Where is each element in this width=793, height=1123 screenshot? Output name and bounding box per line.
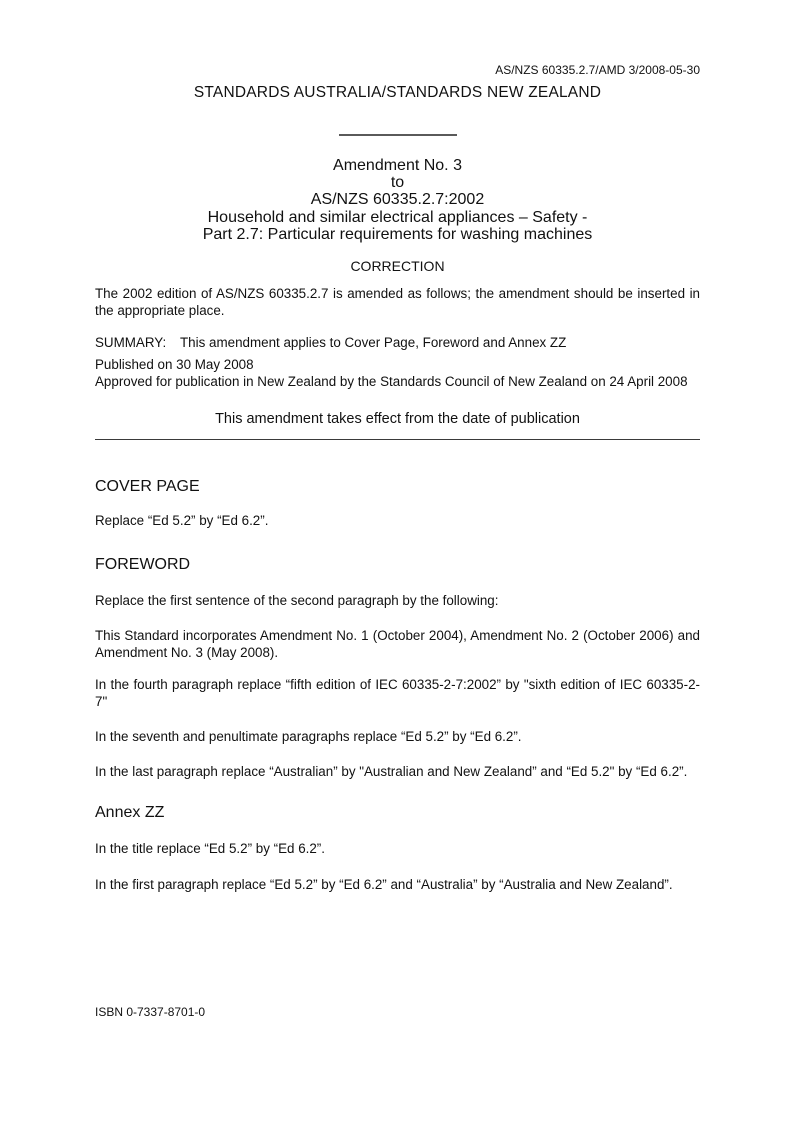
title-line-to: to [390, 174, 405, 192]
paragraph: This Standard incorporates Amendment No. 1 (October 2004), Amendment No. 2 (October 2006) and Amendment No. 3 (May 2008). [95, 628, 700, 661]
correction-heading: CORRECTION [350, 258, 445, 275]
full-width-divider [95, 439, 700, 440]
section-heading-annex-zz: Annex ZZ [95, 804, 165, 822]
organization-heading: STANDARDS AUSTRALIA/STANDARDS NEW ZEALAND [193, 84, 602, 101]
effect-notice: This amendment takes effect from the date of publication [215, 411, 580, 428]
section-heading-cover-page: COVER PAGE [95, 478, 200, 496]
amendment-title-block [95, 157, 700, 243]
paragraph: Replace “Ed 5.2” by “Ed 6.2”. [95, 513, 269, 529]
title-line-standard-number: AS/NZS 60335.2.7:2002 [310, 191, 485, 209]
document-reference: AS/NZS 60335.2.7/AMD 3/2008-05-30 [495, 63, 700, 77]
paragraph: In the seventh and penultimate paragraphs replace “Ed 5.2” by “Ed 6.2”. [95, 729, 522, 745]
isbn-line: ISBN 0-7337-8701-0 [95, 1005, 206, 1019]
section-heading-foreword: FOREWORD [95, 556, 191, 574]
title-line-amendment-number: Amendment No. 3 [333, 157, 462, 174]
summary-row [95, 334, 700, 351]
paragraph: Replace the first sentence of the second paragraph by the following: [95, 593, 499, 609]
short-divider [339, 134, 457, 136]
summary-label: SUMMARY: [95, 335, 167, 351]
title-line-standard-name: Household and similar electrical appliances – Safety - [207, 208, 588, 226]
page-content [95, 63, 700, 906]
paragraph: In the last paragraph replace “Australian” by "Australian and New Zealand” and “Ed 5.2" by “Ed 6.2”. [95, 764, 688, 780]
published-line: Published on 30 May 2008 [95, 357, 254, 373]
title-line-standard-part: Part 2.7: Particular requirements for washing machines [202, 225, 593, 243]
paragraph: In the first paragraph replace “Ed 5.2” by “Ed 6.2” and “Australia” by “Australia and New Zealand”. [95, 877, 673, 893]
summary-text: This amendment applies to Cover Page, Foreword and Annex ZZ [180, 335, 567, 351]
paragraph: In the fourth paragraph replace “fifth edition of IEC 60335-2-7:2002” by "sixth edition of IEC 60335-2-7" [95, 677, 700, 710]
paragraph: In the title replace “Ed 5.2” by “Ed 6.2”. [95, 841, 325, 857]
approved-line: Approved for publication in New Zealand by the Standards Council of New Zealand on 24 April 2008 [95, 374, 688, 390]
intro-paragraph: The 2002 edition of AS/NZS 60335.2.7 is amended as follows; the amendment should be inserted in the appropriate place. [95, 286, 700, 319]
